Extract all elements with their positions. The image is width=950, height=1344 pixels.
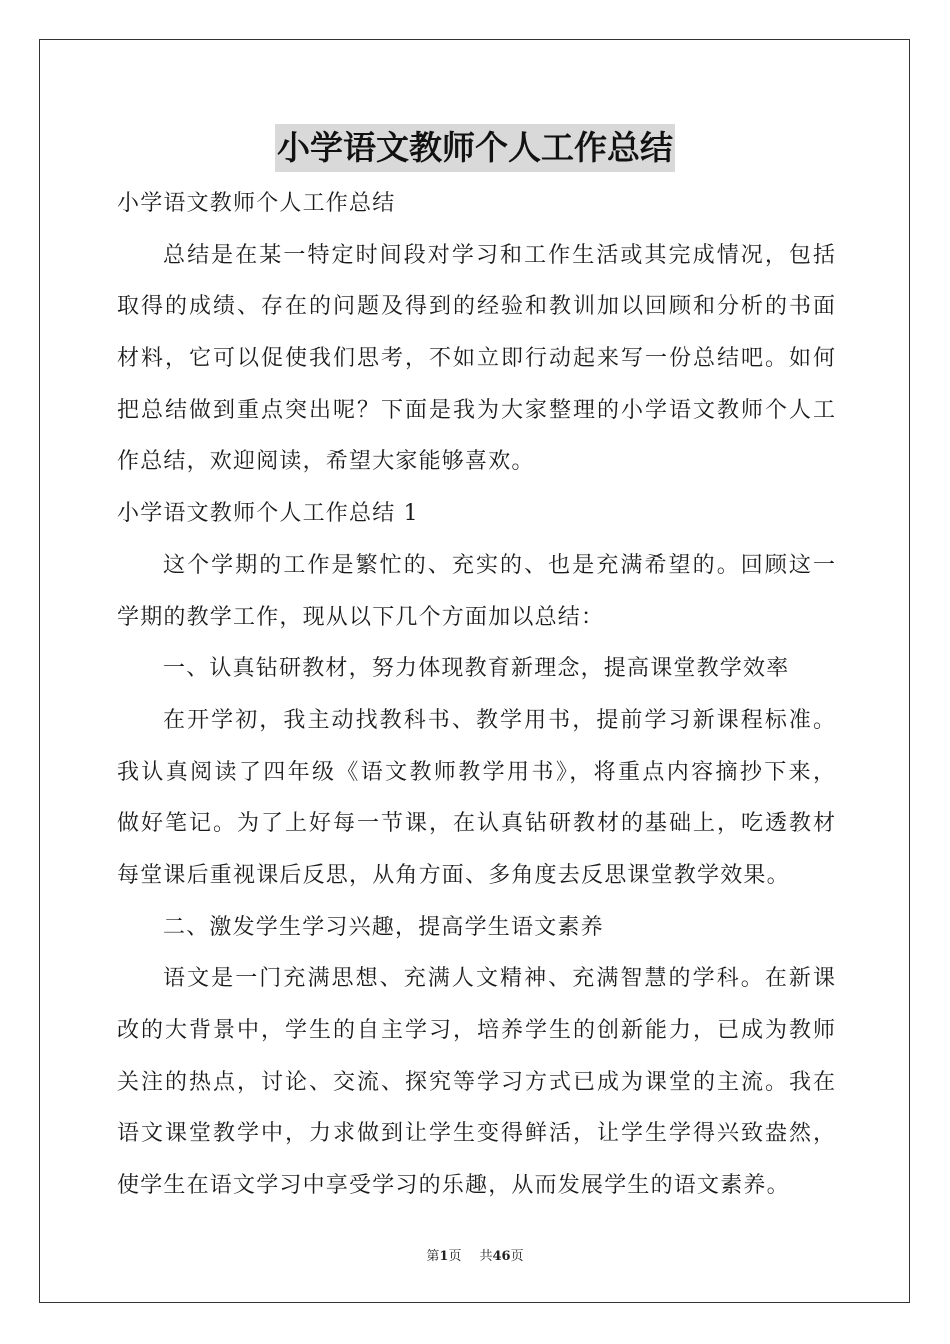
document-title: 小学语文教师个人工作总结: [275, 124, 675, 172]
text-line: 一、认真钻研教材，努力体现教育新理念，提高课堂教学效率: [163, 656, 790, 682]
text-line: 使学生在语文学习中享受学习的乐趣，从而发展学生的语文素养。: [117, 1173, 790, 1199]
total-pages: 46: [492, 1249, 511, 1264]
text-line: 把总结做到重点突出呢？下面是我为大家整理的小学语文教师个人工: [117, 397, 835, 423]
text-line: 学期的教学工作，现从以下几个方面加以总结：: [117, 604, 605, 630]
total-suffix: 页: [510, 1249, 524, 1264]
text-line: 材料，它可以促使我们思考，不如立即行动起来写一份总结吧。如何: [117, 346, 835, 372]
page-footer: [0, 1248, 950, 1266]
text-line: 我认真阅读了四年级《语文教师教学用书》，将重点内容摘抄下来，: [117, 759, 835, 785]
total-prefix: 共: [479, 1249, 493, 1264]
page-suffix: 页: [448, 1249, 462, 1264]
text-line: 语文课堂教学中，力求做到让学生变得鲜活，让学生学得兴致盎然，: [117, 1121, 835, 1147]
text-line: 二、激发学生学习兴趣，提高学生语文素养: [163, 914, 604, 940]
text-line: 作总结，欢迎阅读，希望大家能够喜欢。: [117, 449, 535, 475]
text-line: 小学语文教师个人工作总结 1: [117, 501, 419, 527]
text-line: 这个学期的工作是繁忙的、充实的、也是充满希望的。回顾这一: [163, 552, 835, 578]
document-body: [117, 178, 835, 1212]
page-number: 1: [439, 1249, 449, 1264]
text-line: 改的大背景中，学生的自主学习，培养学生的创新能力，已成为教师: [117, 1018, 835, 1043]
text-line: 语文是一门充满思想、充满人文精神、充满智慧的学科。在新课: [163, 966, 835, 992]
text-line: 做好笔记。为了上好每一节课，在认真钻研教材的基础上，吃透教材: [117, 811, 835, 837]
text-line: 在开学初，我主动找教科书、教学用书，提前学习新课程标准。: [163, 707, 835, 733]
page-prefix: 第: [426, 1249, 440, 1264]
text-line: 取得的成绩、存在的问题及得到的经验和教训加以回顾和分析的书面: [117, 294, 835, 320]
text-line: 每堂课后重视课后反思，从角方面、多角度去反思课堂教学效果。: [117, 862, 790, 888]
text-line: 总结是在某一特定时间段对学习和工作生活或其完成情况，包括: [163, 242, 835, 268]
text-line: 关注的热点，讨论、交流、探究等学习方式已成为课堂的主流。我在: [117, 1069, 835, 1095]
text-line: 小学语文教师个人工作总结: [117, 191, 396, 216]
title-container: [0, 124, 950, 172]
